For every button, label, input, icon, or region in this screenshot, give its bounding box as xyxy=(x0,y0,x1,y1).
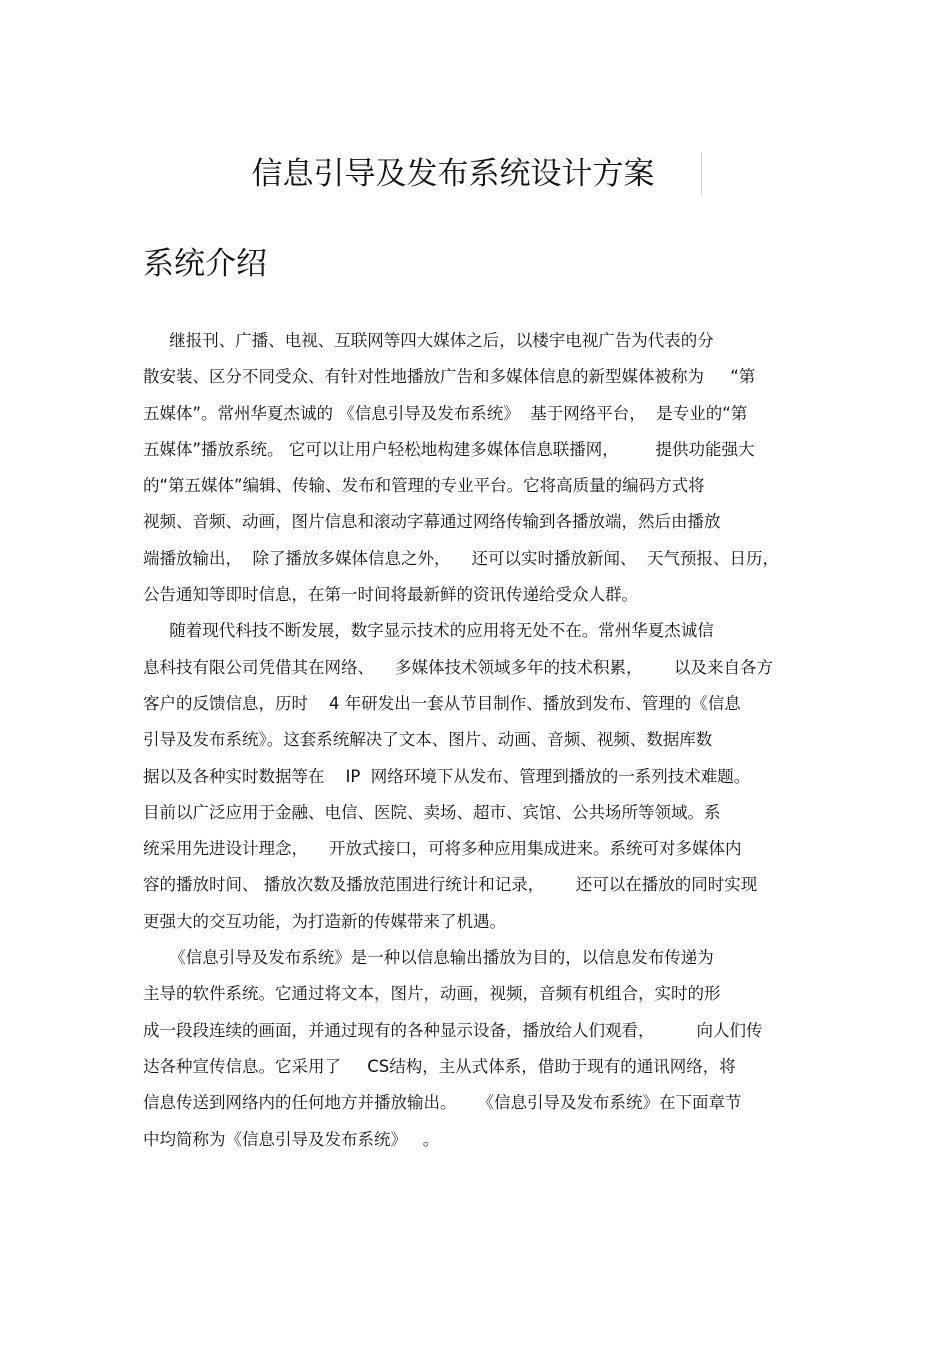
text-line: 五媒体”。常州华夏杰诚的 《信息引导及发布系统》 基于网络平台， 是专业的“第 xyxy=(143,403,748,423)
text-line: 引导及发布系统》。这套系统解决了文本、图片、动画、音频、视频、数据库数 xyxy=(143,730,713,750)
text-line: 中均简称为《信息引导及发布系统》 。 xyxy=(143,1129,440,1149)
text-line: 达各种宣传信息。它采用了 CS结构，主从式体系，借助于现有的通讯网络，将 xyxy=(143,1056,736,1076)
text-line: 信息传送到网络内的任何地方并播放输出。 《信息引导及发布系统》在下面章节 xyxy=(143,1093,742,1113)
document-title: 信息引导及发布系统设计方案 xyxy=(251,156,655,192)
text-line: 主导的软件系统。它通过将文本，图片，动画，视频，音频有机组合，实时的形 xyxy=(143,984,721,1004)
text-line: 统采用先进设计理念， 开放式接口，可将多种应用集成进来。系统可对多媒体内 xyxy=(143,839,742,859)
text-line: 《信息引导及发布系统》是一种以信息输出播放为目的，以信息发布传递为 xyxy=(143,948,714,968)
text-line: 客户的反馈信息，历时 4 年研发出一套从节目制作、播放到发布、管理的《信息 xyxy=(143,693,741,713)
text-line: 容的播放时间、 播放次数及播放范围进行统计和记录， 还可以在播放的同时实现 xyxy=(143,875,758,895)
text-line: 五媒体”播放系统。 它可以让用户轻松地构建多媒体信息联播网， 提供功能强大 xyxy=(143,439,755,459)
text-line: 目前以广泛应用于金融、电信、医院、卖场、超市、宾馆、公共场所等领域。系 xyxy=(143,802,721,822)
text-line: 端播放输出， 除了播放多媒体信息之外， 还可以实时播放新闻、 天气预报、日历， xyxy=(143,548,779,568)
text-line: 息科技有限公司凭借其在网络、 多媒体技术领域多年的技术积累， 以及来自各方 xyxy=(143,657,773,677)
text-line: 散安装、区分不同受众、有针对性地播放广告和多媒体信息的新型媒体被称为 “第 xyxy=(143,367,756,387)
body-text xyxy=(143,323,823,1158)
text-line: 随着现代科技不断发展，数字显示技术的应用将无处不在。常州华夏杰诚信 xyxy=(143,621,714,641)
text-line: 更强大的交互功能，为打造新的传媒带来了机遇。 xyxy=(143,911,506,931)
text-line: 视频、音频、动画，图片信息和滚动字幕通过网络传输到各播放端，然后由播放 xyxy=(143,512,721,532)
text-line: 继报刊、广播、电视、互联网等四大媒体之后，以楼宇电视广告为代表的分 xyxy=(143,331,714,350)
text-line: 的“第五媒体”编辑、传输、发布和管理的专业平台。它将高质量的编码方式将 xyxy=(143,476,705,496)
text-line: 公告通知等即时信息，在第一时间将最新鲜的资讯传递给受众人群。 xyxy=(143,585,638,605)
text-line: 据以及各种实时数据等在 IP 网络环境下从发布、管理到播放的一系列技术难题。 xyxy=(143,766,751,786)
text-line: 成一段段连续的画面，并通过现有的各种显示设备，播放给人们观看， 向人们传 xyxy=(143,1020,763,1040)
section-heading: 系统介绍 xyxy=(143,246,267,282)
title-divider xyxy=(701,152,702,196)
